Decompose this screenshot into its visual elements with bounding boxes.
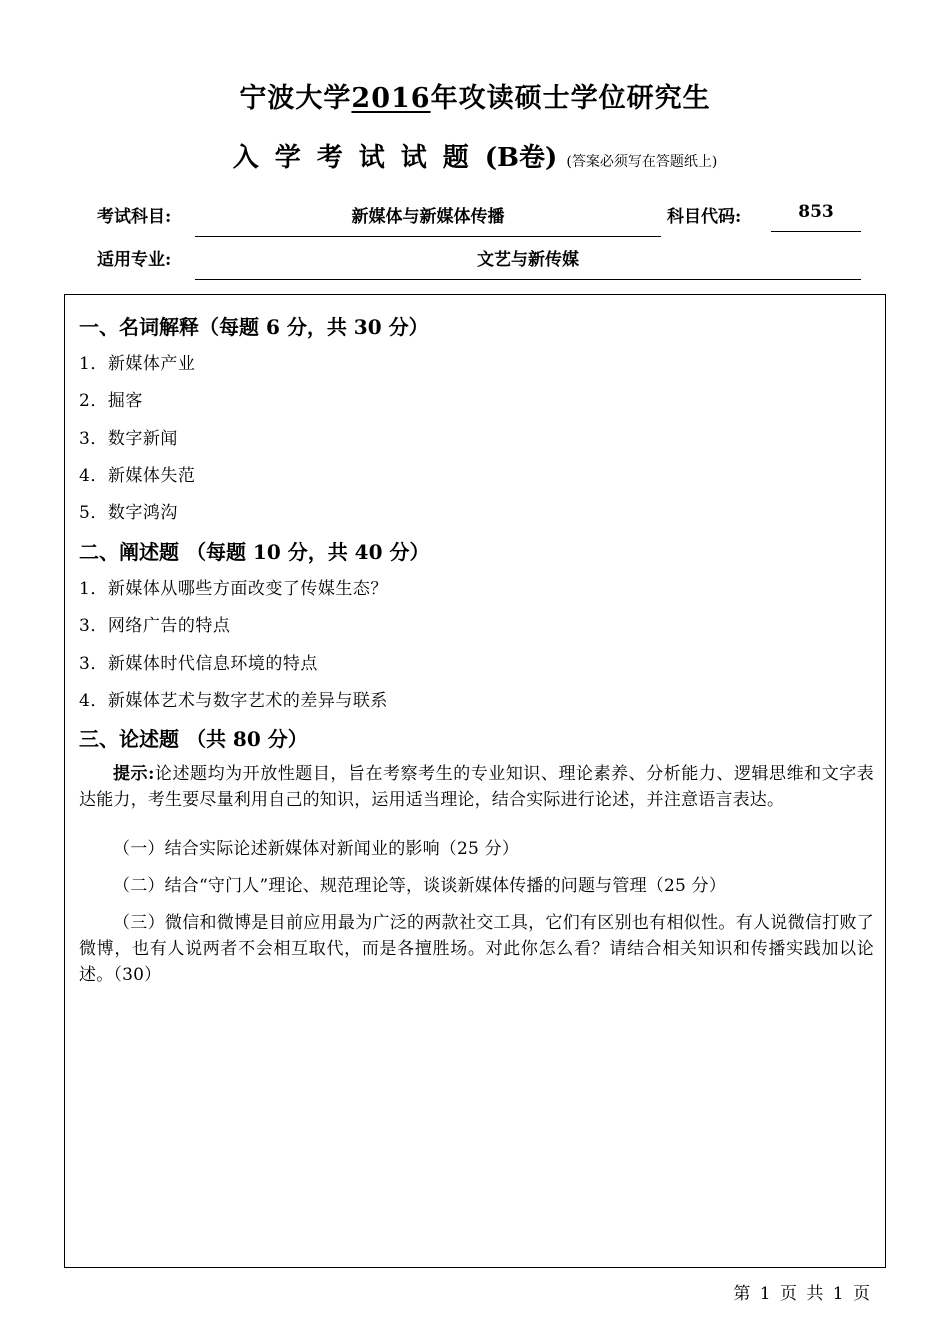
title-suffix: 年攻读硕士学位研究生 bbox=[430, 83, 711, 114]
section2-heading: 二、阐述题 （每题 10 分，共 40 分） bbox=[79, 540, 430, 564]
code-label: 科目代码: bbox=[667, 207, 742, 227]
essay-question-1: （一）结合实际论述新媒体对新闻业的影响（25 分） bbox=[113, 839, 520, 859]
title-prefix: 宁波大学 bbox=[239, 83, 352, 114]
list-item: 1．新媒体从哪些方面改变了传媒生态？ bbox=[79, 579, 388, 599]
section1-heading: 一、名词解释（每题 6 分，共 30 分） bbox=[79, 315, 429, 339]
exam-subtitle bbox=[0, 137, 950, 174]
list-item: 3．网络广告的特点 bbox=[79, 616, 231, 636]
subject-value: 新媒体与新媒体传播 bbox=[195, 202, 661, 237]
subtitle-main: 入学考试试题 bbox=[232, 143, 485, 173]
subject-label: 考试科目: bbox=[97, 207, 172, 227]
essay-question-2: （二）结合“守门人”理论、规范理论等，谈谈新媒体传播的问题与管理（25 分） bbox=[113, 876, 727, 896]
section3-heading: 三、论述题 （共 80 分） bbox=[79, 727, 308, 751]
exam-title bbox=[0, 76, 950, 115]
page-footer: 第 1 页 共 1 页 bbox=[733, 1284, 872, 1304]
code-value: 853 bbox=[771, 202, 861, 232]
list-item: 4．新媒体失范 bbox=[79, 466, 196, 486]
major-value: 文艺与新传媒 bbox=[195, 245, 861, 280]
list-item: 5．数字鸿沟 bbox=[79, 503, 178, 523]
hint-text: 论述题均为开放性题目，旨在考察考生的专业知识、理论素养、分析能力、逻辑思维和文字表达能力，考生要尽量利用自己的知识，运用适当理论，结合实际进行论述，并注意语言表达。 bbox=[79, 764, 874, 810]
essay-question-3: （三）微信和微博是目前应用最为广泛的两款社交工具，它们有区别也有相似性。有人说微信打败了微博，也有人说两者不会相互取代，而是各擅胜场。对此你怎么看？请结合相关知识和传播实践加以论述。（30） bbox=[79, 913, 874, 985]
list-item: 4．新媒体艺术与数字艺术的差异与联系 bbox=[79, 691, 388, 711]
subtitle-note: (答案必须写在答题纸上) bbox=[566, 154, 718, 170]
list-item: 1．新媒体产业 bbox=[79, 354, 196, 374]
hint-paragraph bbox=[79, 761, 874, 813]
title-year: 2016 bbox=[351, 83, 431, 114]
list-item: 3．新媒体时代信息环境的特点 bbox=[79, 654, 318, 674]
major-label: 适用专业: bbox=[97, 250, 172, 270]
hint-label: 提示: bbox=[113, 764, 155, 784]
list-item: 3．数字新闻 bbox=[79, 429, 178, 449]
subtitle-paper: (B卷) bbox=[484, 143, 558, 173]
list-item: 2．掘客 bbox=[79, 391, 143, 411]
